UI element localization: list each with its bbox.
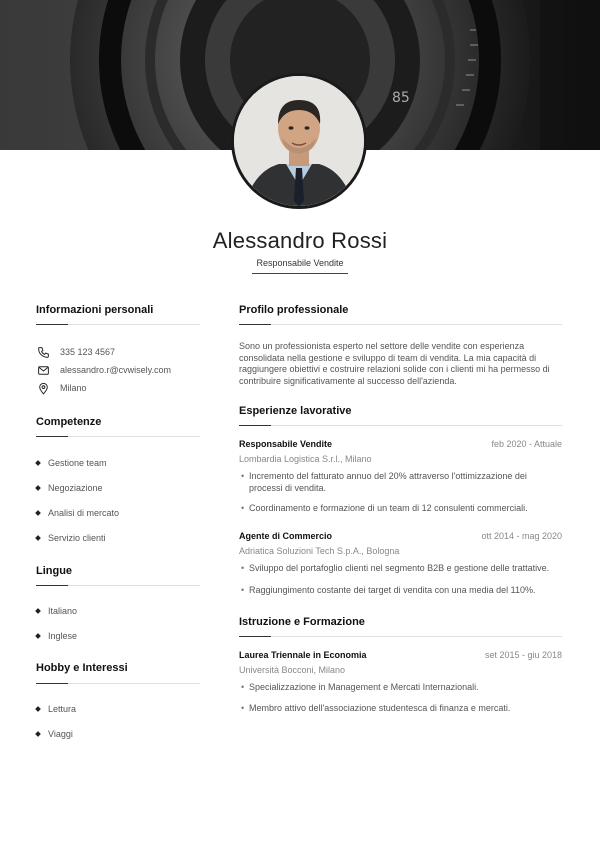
education-title: Laurea Triennale in Economia [239, 650, 367, 660]
list-bullet [35, 485, 41, 491]
role-divider [252, 273, 348, 274]
list-bullet [35, 706, 41, 712]
section-divider [239, 425, 562, 426]
personal-info-heading: Informazioni personali [36, 304, 154, 316]
hobby-item: Viaggi [48, 729, 73, 739]
person-name: Alessandro Rossi [212, 228, 388, 253]
job-company: Lombardia Logistica S.r.l., Milano [239, 454, 372, 464]
hobby-item: Lettura [48, 704, 77, 714]
education-bullet: • Specializzazione in Management e Mercati Internazionali. [241, 682, 561, 694]
section-divider [239, 324, 562, 325]
city-value: Milano [60, 383, 87, 393]
education-bullet: • Membro attivo dell'associazione studentesca di finanza e mercati. [241, 703, 561, 715]
list-bullet [35, 633, 41, 639]
job-bullet: • Coordinamento e formazione di un team di 12 consulenti commerciali. [241, 503, 561, 515]
section-accent [239, 324, 271, 325]
profile-heading: Profilo professionale [239, 304, 349, 316]
section-divider [239, 636, 562, 637]
location-icon [37, 382, 50, 395]
phone-icon [37, 346, 50, 359]
list-bullet [35, 460, 41, 466]
section-accent [36, 324, 68, 325]
section-accent [239, 425, 271, 426]
education-heading: Istruzione e Formazione [239, 616, 365, 628]
profile-photo [231, 73, 367, 209]
section-accent [36, 585, 68, 586]
skill-item: Gestione team [48, 458, 107, 468]
language-item: Inglese [48, 631, 78, 641]
profile-text: Sono un professionista esperto nel settore delle vendite con esperienza consolidata nella gestione e sviluppo di team di vendita. La mia capacità di raggiungere obiettivi e costruire relazioni solide con i clienti mi ha permesso di contribuire significativamente al successo dell'azienda. [239, 341, 550, 386]
list-bullet [35, 510, 41, 516]
section-accent [239, 636, 271, 637]
job-title: Responsabile Vendite [239, 439, 333, 449]
job-title: Agente di Commercio [239, 531, 333, 541]
job-bullet: • Incremento del fatturato annuo del 20% attraverso l'ottimizzazione dei processi di vendita. [241, 471, 561, 494]
skills-heading: Competenze [36, 416, 102, 428]
phone-value: 335 123 4567 [60, 347, 116, 357]
job-bullet: • Raggiungimento costante dei target di vendita con una media del 110%. [241, 585, 576, 597]
job-date: feb 2020 - Attuale [491, 439, 562, 449]
education-date: set 2015 - giu 2018 [484, 650, 562, 660]
experience-heading: Esperienze lavorative [239, 405, 352, 417]
job-date: ott 2014 - mag 2020 [481, 531, 562, 541]
job-company: Adriatica Soluzioni Tech S.p.A., Bologna [239, 546, 400, 556]
list-bullet [35, 535, 41, 541]
education-school: Università Bocconi, Milano [239, 665, 346, 675]
job-bullet: • Sviluppo del portafoglio clienti nel segmento B2B e gestione delle trattative. [241, 563, 576, 575]
section-accent [36, 436, 68, 437]
person-role: Responsabile Vendite [256, 258, 344, 268]
skill-item: Servizio clienti [48, 533, 106, 543]
list-bullet [35, 608, 41, 614]
list-bullet [35, 731, 41, 737]
skill-item: Negoziazione [48, 483, 103, 493]
hobbies-heading: Hobby e Interessi [36, 662, 128, 674]
svg-text:85: 85 [392, 90, 410, 106]
mail-icon [37, 364, 50, 377]
languages-heading: Lingue [36, 565, 73, 577]
section-accent [36, 683, 68, 684]
email-value: alessandro.r@cvwisely.com [60, 365, 172, 375]
language-item: Italiano [48, 606, 78, 616]
skill-item: Analisi di mercato [48, 508, 120, 518]
